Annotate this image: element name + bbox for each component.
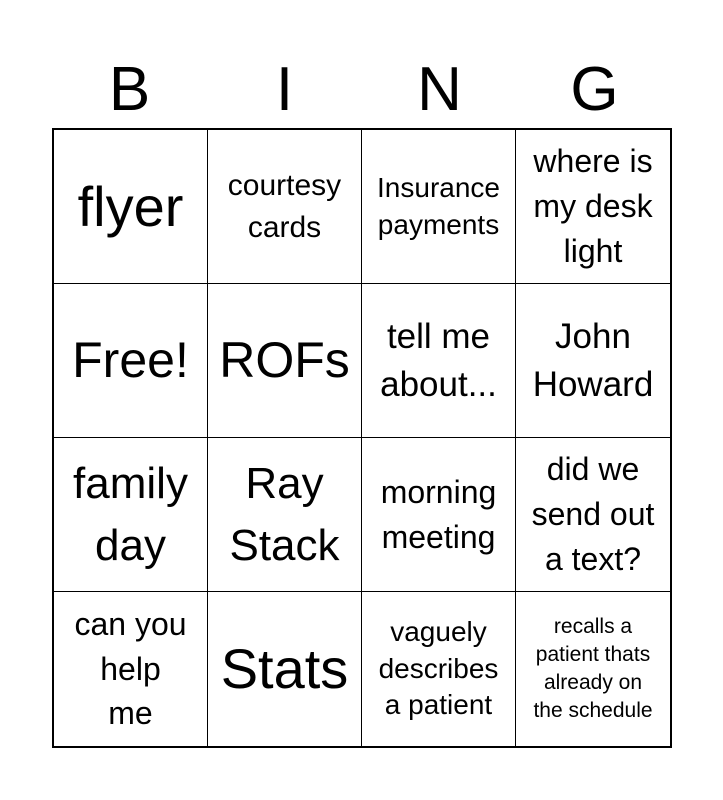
bingo-cell-i1[interactable] [208,130,362,284]
header-letter-i: I [275,55,294,124]
bingo-cell-g1[interactable] [516,130,670,284]
bingo-cell-g4[interactable] [516,592,670,746]
bingo-cell-i2[interactable] [208,284,362,438]
bingo-grid [52,128,672,748]
cell-label: courtesy cards [227,168,342,244]
bingo-cell-n3[interactable] [362,438,516,592]
cell-label: John Howard [532,317,654,404]
bingo-cell-g3[interactable] [516,438,670,592]
bingo-cell-b3[interactable] [54,438,208,592]
cell-label: Stats [220,637,349,701]
cell-label: where is my desk light [533,143,653,269]
cell-label: tell me about... [380,317,497,404]
cell-label: Free! [72,332,189,388]
cell-label: morning meeting [380,473,497,555]
bingo-cell-n4[interactable] [362,592,516,746]
bingo-cell-n1[interactable] [362,130,516,284]
cell-label: Ray Stack [229,458,340,570]
cell-label: vaguely describes a patient [378,616,499,721]
cell-label: can you help me [74,605,187,732]
bingo-header [52,52,672,128]
bingo-cell-n2[interactable] [362,284,516,438]
bingo-cell-i3[interactable] [208,438,362,592]
bingo-cell-g2[interactable] [516,284,670,438]
bingo-cell-b4[interactable] [54,592,208,746]
header-letter-n: N [417,55,462,124]
cell-label: family day [73,458,188,570]
header-letter-b: B [108,55,151,124]
cell-label: recalls a patient thats already on the schedule [533,615,653,722]
cell-label: did we send out a text? [531,451,655,577]
cell-label: flyer [77,174,184,238]
header-letter-g: G [570,55,619,124]
bingo-cell-b2[interactable] [54,284,208,438]
cell-label: ROFs [219,332,350,388]
cell-label: Insurance payments [377,172,500,240]
bingo-cell-i4[interactable] [208,592,362,746]
bingo-cell-b1[interactable] [54,130,208,284]
